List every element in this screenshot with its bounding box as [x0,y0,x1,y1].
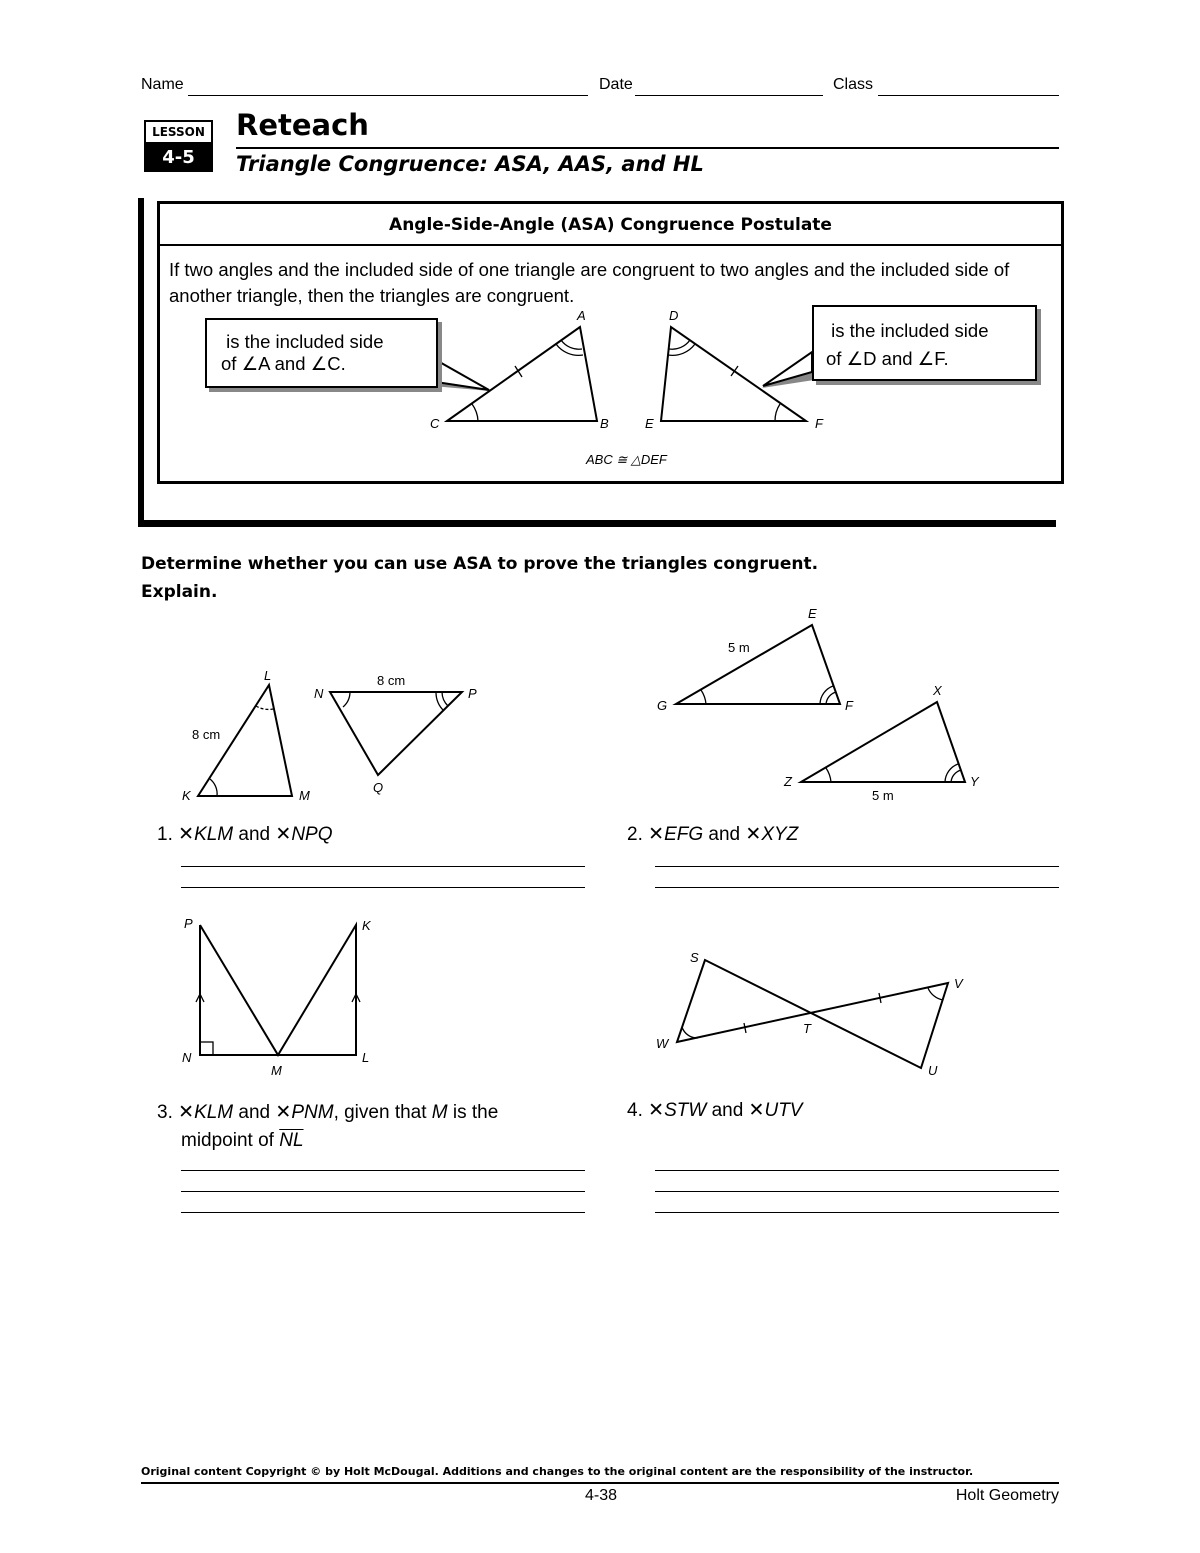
angle-p-mark-1 [442,692,448,706]
name-label: Name [141,76,184,93]
triangle-abc [447,327,597,421]
label-m-1: M [299,788,310,803]
label-n-3: N [182,1050,192,1065]
given-text: , given that [333,1102,432,1123]
triangle-efg [676,625,840,704]
lesson-number: 4-5 [144,144,213,172]
callout-left-line1: is the included side [221,331,384,352]
label-c: C [430,416,440,431]
label-k-3: K [362,918,371,933]
callout-right-line1: is the included side [826,320,989,341]
side-np-label: 8 cm [377,673,406,688]
triangle-symbol: ✕ [275,1102,292,1123]
postulate-heading: Angle-Side-Angle (ASA) Congruence Postulate [160,204,1061,246]
midpoint-text: midpoint of [181,1130,280,1151]
answer-line[interactable] [181,1191,585,1192]
book-title: Holt Geometry [955,1487,1059,1504]
angle-w-mark [682,1027,698,1038]
triangle-name-a: STW [664,1100,707,1121]
answer-line[interactable] [655,866,1059,867]
page-title: Reteach [236,108,369,142]
label-s-4: S [690,950,699,965]
segment-name: $\overline{NL}$ [279,1130,304,1151]
conjunction: and [711,1100,744,1121]
label-q-1: Q [373,780,384,795]
triangle-name-a: KLM [194,1102,234,1123]
side-kl-label: 8 cm [192,727,221,742]
label-e-2: E [808,606,817,621]
problem-3-line2 [157,1127,498,1155]
right-angle-n [200,1042,213,1055]
label-k-1: K [182,788,191,803]
figure-1 [182,668,477,803]
problem-2 [627,823,798,846]
angle-v-mark [928,988,943,1000]
triangles-stw-utv [677,960,948,1068]
given-var: M [431,1102,448,1123]
problem-number: 2. [627,824,643,845]
angle-l-mark [256,706,273,709]
angle-a-mark-1 [561,340,582,349]
callout-right-line2: of ∠D and ∠F. [826,348,949,369]
label-f: F [815,416,823,431]
figure-2 [657,606,980,803]
triangle-symbol: ✕ [178,1102,195,1123]
answer-line[interactable] [655,1170,1059,1171]
page-number: 4-38 [585,1487,618,1504]
figure-4 [656,950,964,1078]
problem-4 [627,1099,802,1122]
triangle-name-b: NPQ [291,824,333,845]
copyright-notice: Original content Copyright © by Holt McDougal. Additions and changes to the original content are the responsibility of the instructor. [141,1465,974,1478]
label-e: E [645,416,654,431]
side-df-tick [731,366,738,376]
triangle-name-a: KLM [194,824,234,845]
triangle-name-b: PNM [291,1102,334,1123]
label-v-4: V [954,976,963,991]
label-t-4: T [803,1021,811,1036]
triangle-symbol: ✕ [745,824,762,845]
side-ge-label: 5 m [728,640,750,655]
angle-y-mark-2 [951,770,961,782]
triangle-npq [330,692,462,775]
triangle-symbol: ✕ [648,1100,665,1121]
triangles-pnm-klm [200,925,356,1055]
angle-d-mark-1 [669,340,690,349]
label-b: B [600,416,609,431]
label-a: A [577,308,586,323]
given-rest: is the [447,1102,499,1123]
conjunction: and [238,1102,271,1123]
triangle-symbol: ✕ [275,824,292,845]
angle-f-mark-2 [826,692,836,704]
label-d: D [669,308,679,323]
page-subtitle: Triangle Congruence: ASA, AAS, and HL [236,152,704,176]
label-n-1: N [314,686,324,701]
answer-line[interactable] [181,1212,585,1213]
label-g-2: G [657,698,668,713]
label-z-2: Z [784,774,792,789]
answer-line[interactable] [181,887,585,888]
label-f-2: F [845,698,853,713]
problem-number: 1. [157,824,173,845]
triangle-symbol: ✕ [748,1100,765,1121]
problem-number: 4. [627,1100,643,1121]
figure-caption: ABC ≅ △DEF [586,452,667,467]
answer-line[interactable] [655,887,1059,888]
conjunction: and [708,824,741,845]
problem-number: 3. [157,1102,173,1123]
conjunction: and [238,824,271,845]
instructions-line1: Determine whether you can use ASA to prove the triangles congruent. [141,554,819,574]
triangle-name-a: EFG [664,824,704,845]
angle-f-mark [775,404,780,421]
problem-3 [157,1099,498,1155]
label-m-3: M [271,1063,282,1078]
footer-divider [141,1482,1059,1484]
problem-3-line1 [157,1099,498,1127]
angle-c-mark [472,404,478,421]
angle-z-mark [826,768,831,782]
label-u-4: U [928,1063,938,1078]
angle-n-mark [343,692,350,707]
angle-g-mark [701,690,706,704]
label-w-4: W [656,1036,669,1051]
callout-left [205,318,438,388]
label-l-3: L [362,1050,370,1065]
class-label: Class [833,76,874,93]
figure-3 [182,916,372,1078]
answer-line[interactable] [655,1191,1059,1192]
postulate-text: If two angles and the included side of one triangle are congruent to two angles and the included side of another triangle, then the triangles are congruent. [169,259,1010,306]
angle-k-mark [210,779,217,796]
label-p-3: P [184,916,193,931]
triangle-xyz [801,702,965,782]
answer-line[interactable] [655,1212,1059,1213]
label-y-2: Y [970,774,979,789]
instructions-line2: Explain. [141,582,218,602]
triangle-symbol: ✕ [178,824,195,845]
label-x-2: X [933,683,942,698]
triangle-name-b: XYZ [761,824,799,845]
triangle-symbol: ✕ [648,824,665,845]
side-zy-label: 5 m [872,788,894,803]
asa-example-figure [0,0,1200,560]
answer-line[interactable] [181,1170,585,1171]
label-l-1: L [264,668,272,683]
triangle-name-b: UTV [764,1100,803,1121]
date-label: Date [599,76,633,93]
answer-line[interactable] [181,866,585,867]
problem-1 [157,823,333,846]
callout-left-line2: of ∠A and ∠C. [221,353,346,374]
callout-right [812,305,1037,381]
lesson-label: LESSON [144,120,213,144]
label-p-1: P [468,686,477,701]
